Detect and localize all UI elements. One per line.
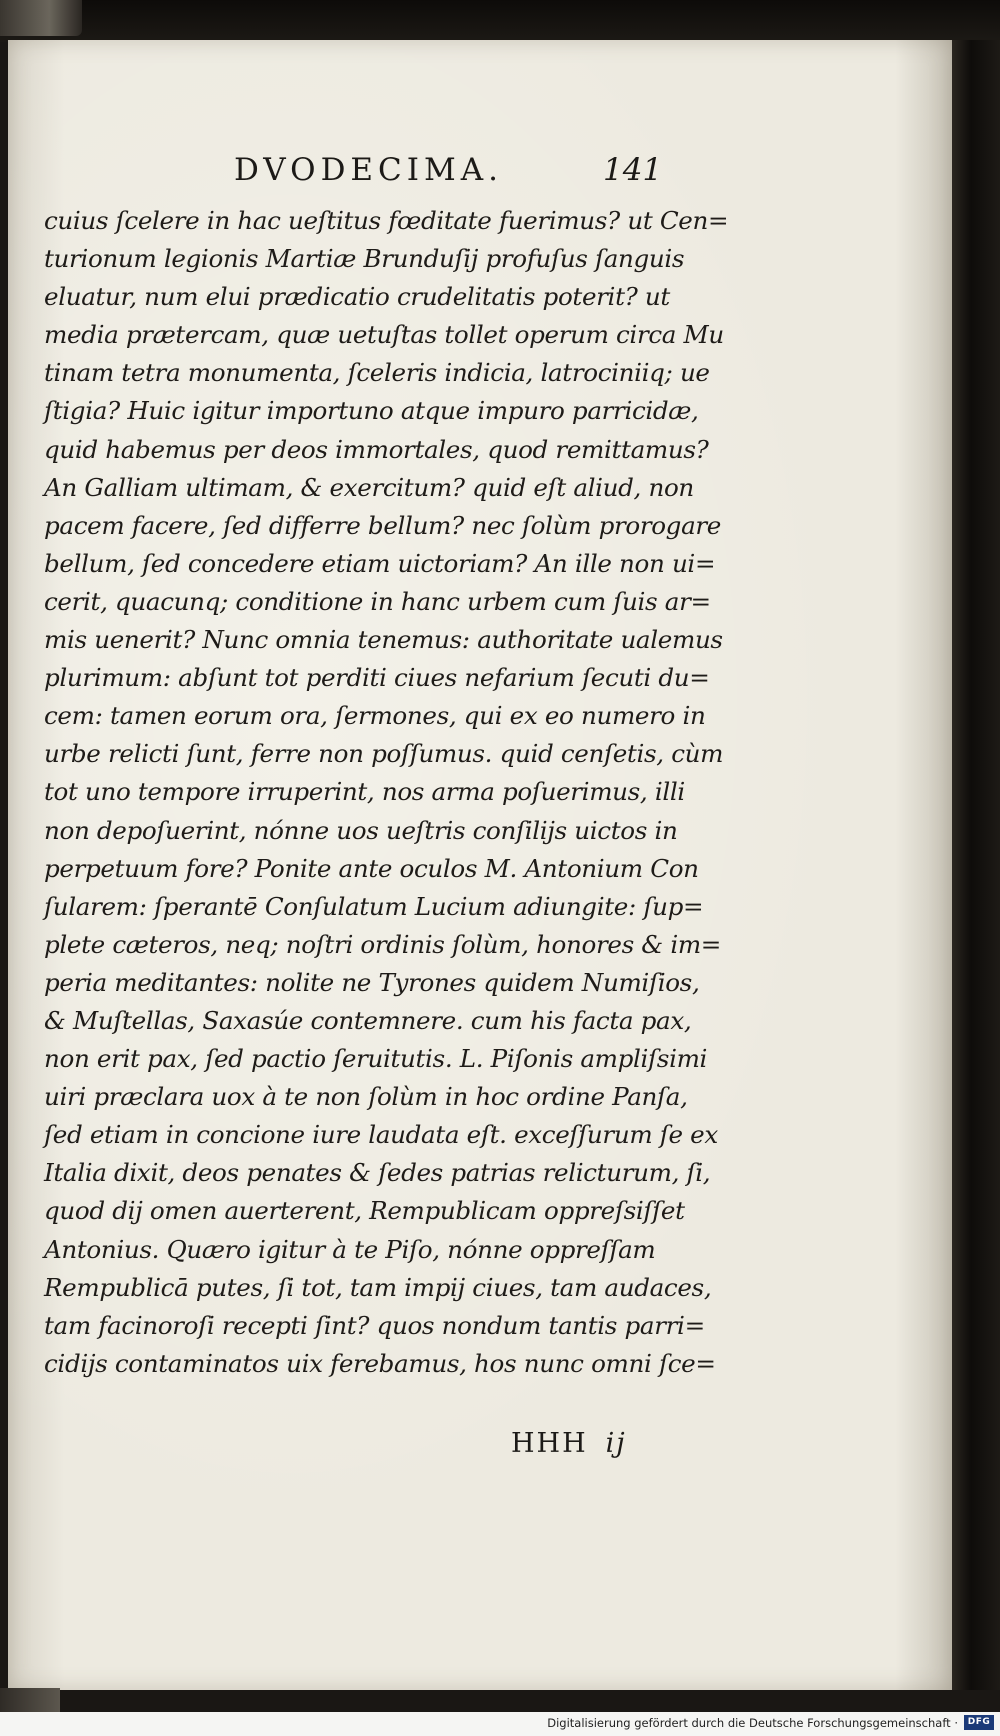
text-line: cerit, quacunq; conditione in hanc urbem cum ſuis ar= [44, 586, 711, 616]
text-line: non erit pax, ſed pactio ſeruitutis. L. Piſonis ampliſsimi [44, 1044, 708, 1074]
text-line: ſularem: ſperantē Conſulatum Lucium adiungite: ſup= [44, 891, 704, 921]
text-line: eluatur, num elui prædicatio crudelitatis poterit? ut [44, 282, 670, 312]
page-edge-top [0, 0, 1000, 42]
text-line: media prætercam, quæ uetuſtas tollet operum circa Mu [44, 320, 724, 350]
text-line: urbe relicti ſunt, ferre non poſſumus. quid cenſetis, cùm [44, 739, 724, 769]
text-line: pacem facere, ſed differre bellum? nec ſolùm prorogare [44, 510, 722, 540]
text-line: non depoſuerint, nónne uos ueſtris conſilijs uictos in [44, 815, 678, 845]
text-line: cem: tamen eorum ora, ſermones, qui ex eo numero in [44, 701, 706, 731]
text-line: tinam tetra monumenta, ſceleris indicia, latrociniiq; ue [44, 358, 710, 388]
running-head: DVODECIMA. [234, 152, 503, 188]
page-corner-tab [0, 0, 82, 36]
text-line: quid habemus per deos immortales, quod remittamus? [44, 434, 709, 464]
text-line: plurimum: abſunt tot perditi ciues nefarium ſecuti du= [44, 663, 710, 693]
text-line: Italia dixit, deos penates & ſedes patrias relicturum, ſi, [44, 1158, 711, 1188]
text-line: tot uno tempore irruperint, nos arma poſuerimus, illi [44, 777, 685, 807]
text-line: Antonius. Quæro igitur à te Piſo, nónne oppreſſam [44, 1234, 656, 1264]
text-line: bellum, ſed concedere etiam uictoriam? An ille non ui= [44, 548, 716, 578]
text-line: turionum legionis Martiæ Brunduſij profuſus ſanguis [44, 244, 685, 274]
dfg-logo-icon: DFG [964, 1715, 994, 1730]
signature-letters: HHH [511, 1428, 588, 1459]
text-line: peria meditantes: nolite ne Tyrones quidem Numiſios, [44, 967, 700, 997]
text-line: cidijs contaminatos uix ferebamus, hos nunc omni ſce= [44, 1348, 716, 1378]
text-line: mis uenerit? Nunc omnia tenemus: authoritate ualemus [44, 625, 723, 655]
digitization-credit: Digitalisierung gefördert durch die Deutsche Forschungsgemeinschaft · [547, 1716, 958, 1730]
signature-number: ij [605, 1428, 627, 1459]
signature-mark [511, 1428, 627, 1459]
text-line: perpetuum fore? Ponite ante oculos M. Antonium Con [44, 853, 699, 883]
page-body-text [44, 202, 729, 1383]
text-line: Rempublicā putes, ſi tot, tam impij ciues, tam audaces, [44, 1272, 712, 1302]
book-binding-edge [952, 40, 1000, 1690]
text-line: & Muſtellas, Saxasúe contemnere. cum his facta pax, [44, 1005, 692, 1035]
text-line: quod dij omen auerterent, Rempublicam oppreſsiſſet [44, 1196, 685, 1226]
text-line: ſtigia? Huic igitur importuno atque impuro parricidæ, [44, 396, 699, 426]
text-line: uiri præclara uox à te non ſolùm in hoc ordine Panſa, [44, 1082, 688, 1112]
page-number: 141 [603, 152, 663, 188]
text-line: cuius ſcelere in hac ueſtitus fœditate fuerimus? ut Cen= [44, 206, 729, 235]
text-line: ſed etiam in concione iure laudata eſt. exceſſurum ſe ex [44, 1120, 718, 1150]
text-line: tam facinoroſi recepti ſint? quos nondum tantis parri= [44, 1310, 705, 1340]
text-line: plete cæteros, neq; noſtri ordinis ſolùm, honores & im= [44, 929, 722, 959]
text-line: An Galliam ultimam, & exercitum? quid eſt aliud, non [44, 472, 694, 502]
